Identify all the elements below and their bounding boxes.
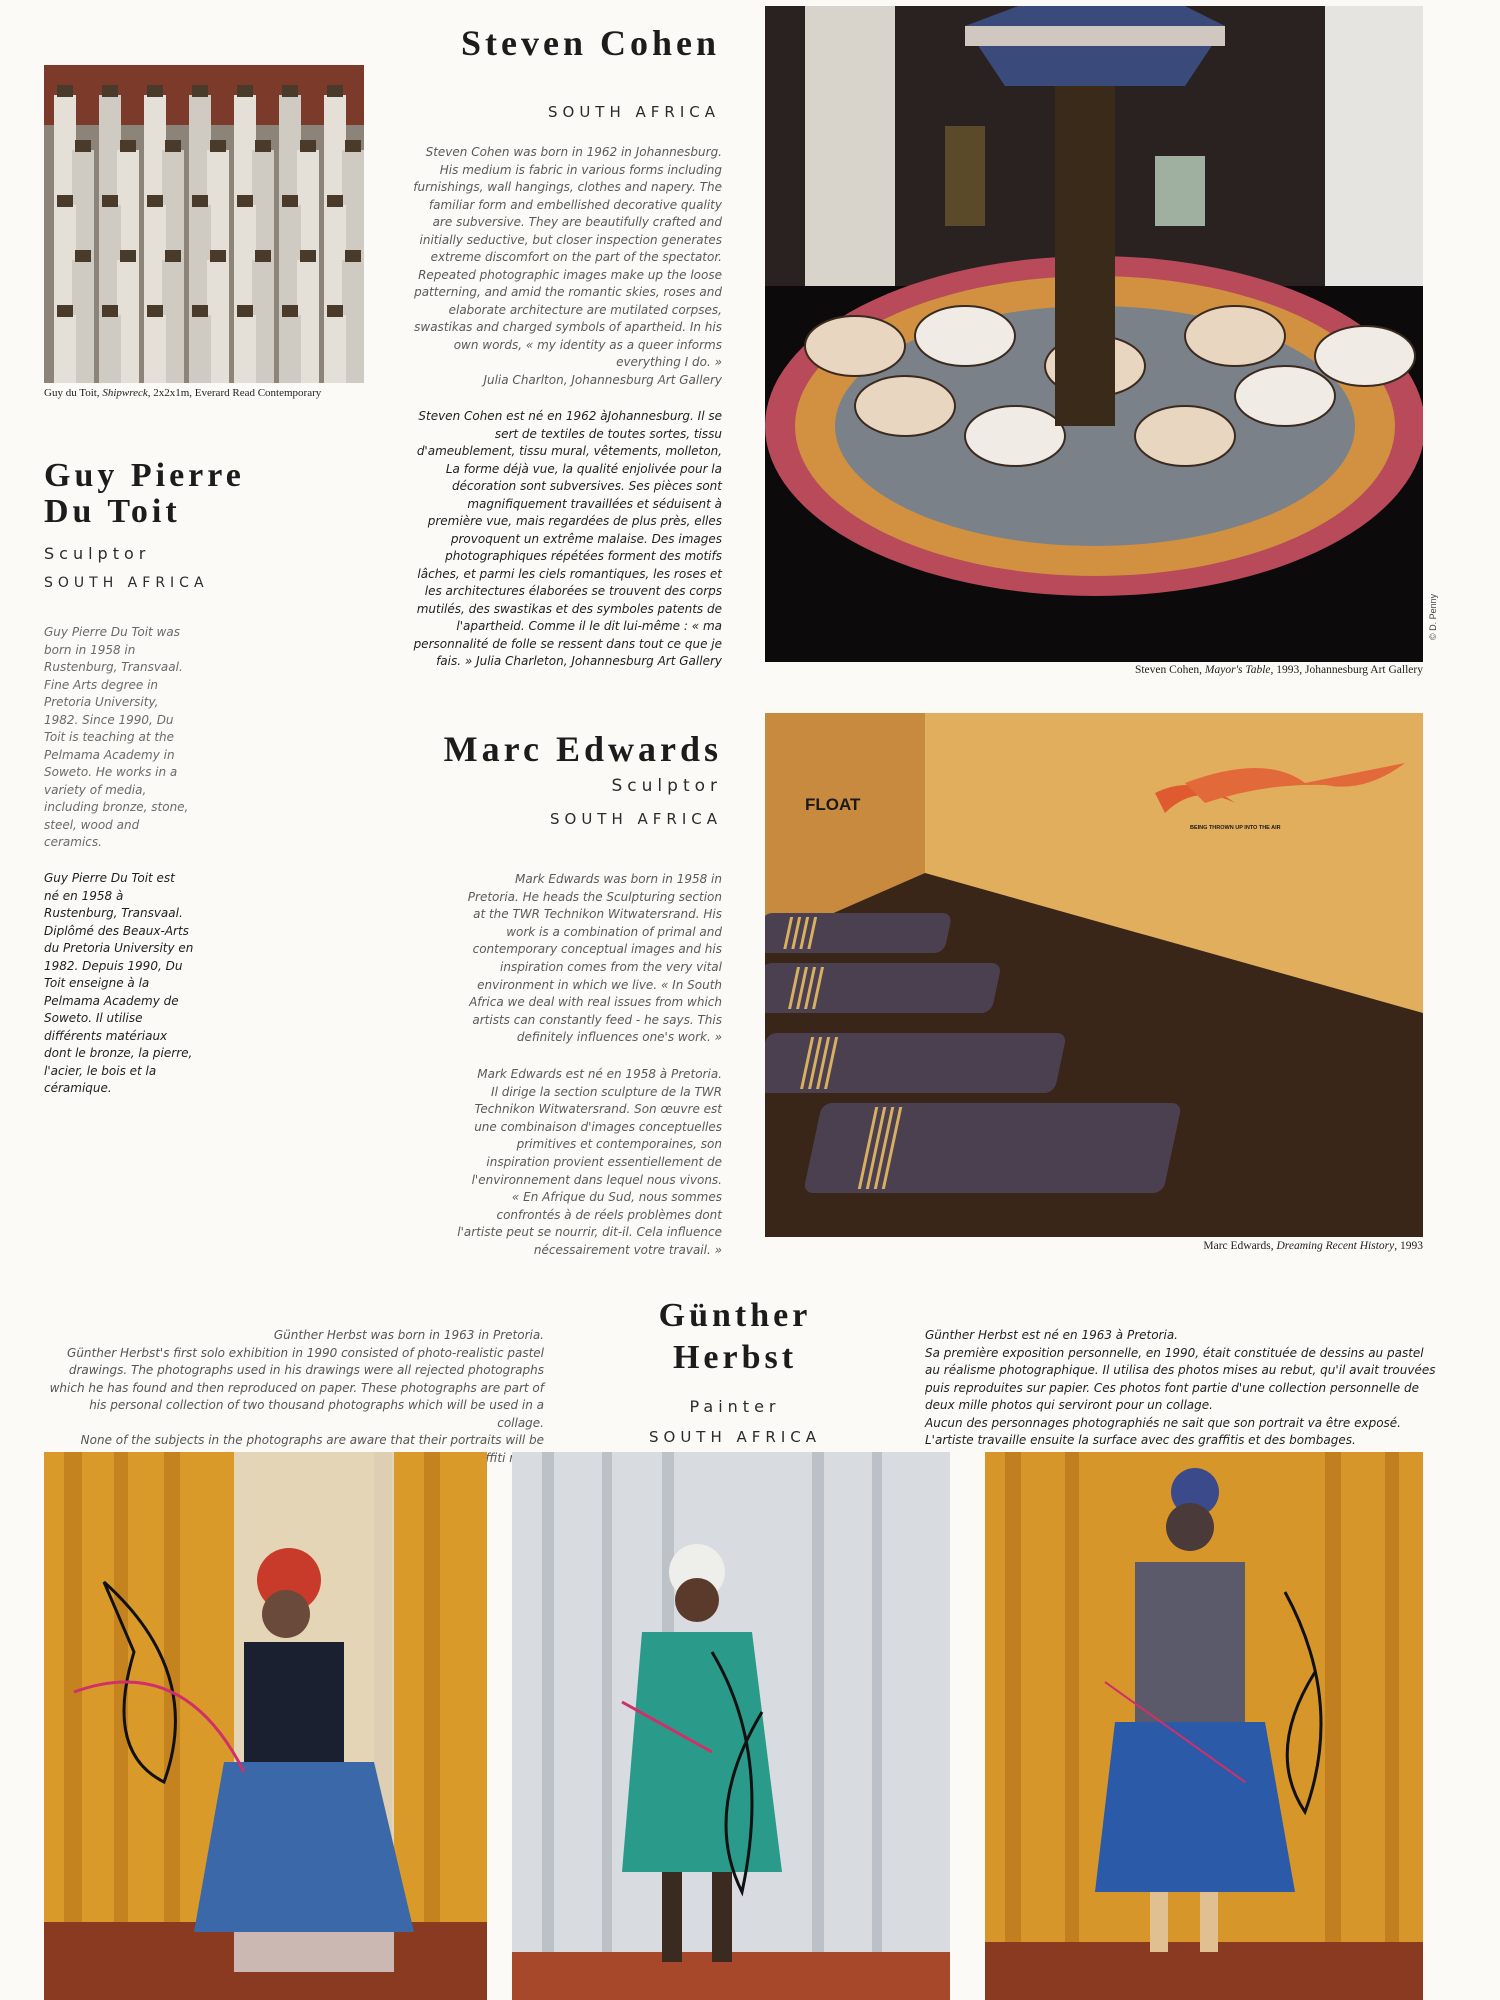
caption-work: Dreaming Recent History [1276, 1240, 1395, 1252]
gunther-country: SOUTH AFRICA [649, 1428, 821, 1446]
guy-name [44, 458, 245, 530]
marc-role: Sculptor [611, 776, 722, 796]
gunther-name-line1: Günther [658, 1297, 812, 1334]
dreaming-caption [900, 1240, 1423, 1252]
caption-artist: Marc Edwards, [1203, 1240, 1274, 1252]
steven-name: Steven Cohen [460, 23, 720, 63]
shipwreck-caption [44, 387, 374, 399]
marc-country: SOUTH AFRICA [550, 810, 722, 828]
herbst-painting-1 [44, 1452, 487, 2000]
guy-country: SOUTH AFRICA [44, 575, 209, 591]
marc-bio-fr: Mark Edwards est né en 1958 à Pretoria. Il dirige la section sculpture de la TWR Technikon Witwatersrand. Son œuvre est une combinaison d'images conceptuelles primitives et contemporaines, son inspiration provient essentiellement de l'environnement dans lequel nous vivons. « En Afrique du Sud, nous sommes confrontés à de réels problèmes dont l'artiste peut se nourrir, dit-il. Cela influence nécessairement votre travail. » [457, 1067, 722, 1257]
caption-rest: , 1993 [1394, 1240, 1423, 1252]
herbst-painting-3 [985, 1452, 1423, 2000]
wall-text-air: BEING THROWN UP INTO THE AIR [1190, 825, 1281, 831]
steven-bio-en: Steven Cohen was born in 1962 in Johannesburg. His medium is fabric in various forms including furnishings, wall hangings, clothes and napery. The familiar form and embellished decorative quality are subversive. They are beautifully crafted and initially seductive, but closer inspection generates extreme discomfort on the part of the spectator. Repeated photographic images make up the loose patterning, and amid the romantic skies, roses and elaborate architecture are mutilated corpses, swastikas and charged symbols of apartheid. In his own words, « my identity as a queer informs everything I do. » Julia Charlton, Johannesburg Art Gallery [413, 145, 722, 387]
herbst-painting-2 [512, 1452, 950, 2000]
caption-rest: , 1993, Johannesburg Art Gallery [1270, 664, 1423, 676]
mayors-table-caption [900, 664, 1423, 676]
gunther-role: Painter [689, 1397, 781, 1416]
guy-name-line2: Du Toit [44, 493, 181, 530]
gunther-bio-en: Günther Herbst was born in 1963 in Pretoria. Günther Herbst's first solo exhibition in 1990 consisted of photo-realistic pastel drawings. The photographs used in his drawings were all rejected photographs which he has found and then reproduced on paper. These photographs are part of his personal collection of two thousand photographs which will be used in a collage. None of the subjects in the photographs are aware that their portraits will be [49, 1328, 544, 1447]
guy-name-line1: Guy Pierre [44, 457, 245, 494]
caption-artist: Guy du Toit, [44, 387, 100, 399]
gunther-name [560, 1295, 910, 1379]
marc-name: Marc Edwards [443, 729, 722, 769]
caption-rest: , 2x2x1m, Everard Read Contemporary [147, 387, 322, 399]
wall-text-float: FLOAT [805, 795, 861, 814]
dreaming-recent-history-photo [765, 713, 1423, 1237]
gunther-bio-fr: Günther Herbst est né en 1963 à Pretoria. Sa première exposition personnelle, en 1990, était constituée de dessins au pastel au réalisme photographique. Il utilisa des photos mises au rebut, qu'il avait trouvées puis reproduites sur papier. Ces photos font partie d'une collection personnelle de deux mille photos qui serviront pour un collage. Aucun des personnages photographiés ne sait que son portrait va être exposé. L'artiste travaille ensuite la surface avec des graffitis et des bombages. [925, 1328, 1436, 1447]
mayors-table-photo [765, 6, 1423, 662]
guy-bio-fr: Guy Pierre Du Toit est né en 1958 à Rustenburg, Transvaal. Diplômé des Beaux-Arts du Pretoria University en 1982. Depuis 1990, Du Toit enseigne à la Pelmama Academy de Soweto. Il utilise différents matériaux dont le bronze, la pierre, l'acier, le bois et la céramique. [44, 871, 194, 1095]
marc-bio-en: Mark Edwards was born in 1958 in Pretoria. He heads the Sculpturing section at the TWR Technikon Witwatersrand. His work is a combination of primal and contemporary conceptual images and his inspiration comes from the very vital environment in which we live. « In South Africa we deal with real issues from which artists can constantly feed - he says. This definitely influences one's work. » [467, 872, 722, 1045]
caption-work: Mayor's Table [1204, 664, 1271, 676]
caption-artist: Steven Cohen, [1134, 664, 1203, 676]
photo-credit: © D. Penny [1428, 593, 1438, 640]
shipwreck-photo [44, 65, 364, 383]
gunther-name-line2: Herbst [672, 1339, 798, 1376]
guy-bio-en: Guy Pierre Du Toit was born in 1958 in Rustenburg, Transvaal. Fine Arts degree in Pretoria University, 1982. Since 1990, Du Toit is teaching at the Pelmama Academy in Soweto. He works in a variety of media, including bronze, stone, steel, wood and ceramics. [44, 625, 189, 849]
steven-country: SOUTH AFRICA [548, 103, 720, 121]
guy-role: Sculptor [44, 544, 151, 563]
steven-bio-fr: Steven Cohen est né en 1962 àJohannesburg. Il se sert de textiles de toutes sortes, tissu d'ameublement, tissu mural, vêtements, molleton, La forme déjà vue, la qualité enjolivée pour la décoration sont subversives. Ses pièces sont magnifiquement travaillées et séduisent à première vue, mais regardées de plus près, elles provoquent un extrême malaise. Des images photographiques répétées forment des motifs lâches, et parmi les ciels romantiques, les roses et les architectures élaborées se trouvent des corps mutilés, des swastikas et des symboles patents de l'apartheid. Comme il le dit lui-même : « ma personnalité de folle se ressent dans tout ce que je fais. » Julia Charleton, Johannesburg Art Gallery [413, 409, 722, 668]
caption-work: Shipwreck [102, 387, 148, 399]
